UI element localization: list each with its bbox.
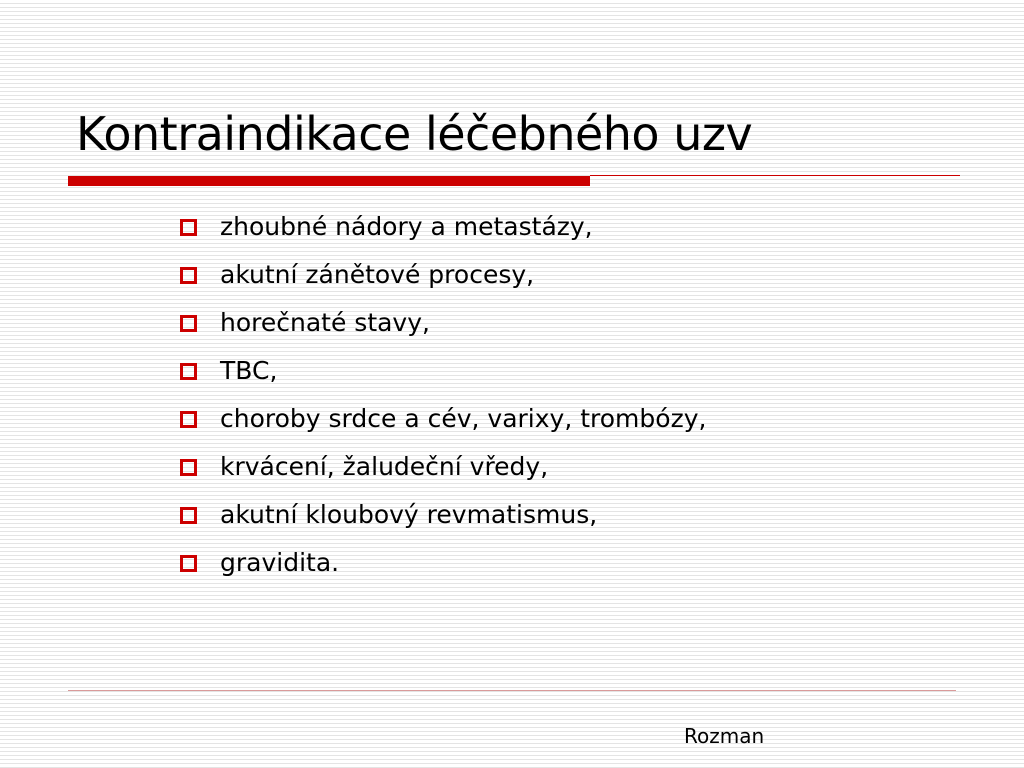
bullet-item [180, 539, 706, 587]
bullet-list [180, 203, 706, 587]
bullet-item [180, 491, 706, 539]
bullet-text: zhoubné nádory a metastázy, [220, 212, 593, 241]
hollow-square-bullet-icon [180, 411, 197, 428]
bullet-item [180, 443, 706, 491]
footer-divider [68, 690, 956, 691]
bullet-item [180, 251, 706, 299]
title-underline-thick [68, 176, 590, 186]
bullet-text: akutní kloubový revmatismus, [220, 500, 598, 529]
slide-title: Kontraindikace léčebného uzv [76, 107, 753, 161]
bullet-text: horečnaté stavy, [220, 308, 430, 337]
hollow-square-bullet-icon [180, 459, 197, 476]
title-underline-thin [590, 175, 960, 176]
hollow-square-bullet-icon [180, 315, 197, 332]
hollow-square-bullet-icon [180, 555, 197, 572]
hollow-square-bullet-icon [180, 219, 197, 236]
bullet-text: choroby srdce a cév, varixy, trombózy, [220, 404, 707, 433]
hollow-square-bullet-icon [180, 267, 197, 284]
bullet-text: akutní zánětové procesy, [220, 260, 535, 289]
bullet-item [180, 395, 706, 443]
footer-author: Rozman [684, 724, 765, 748]
hollow-square-bullet-icon [180, 363, 197, 380]
bullet-item [180, 299, 706, 347]
bullet-text: gravidita. [220, 548, 340, 577]
bullet-item [180, 203, 706, 251]
bullet-text: krvácení, žaludeční vředy, [220, 452, 549, 481]
bullet-text: TBC, [220, 356, 278, 385]
hollow-square-bullet-icon [180, 507, 197, 524]
bullet-item [180, 347, 706, 395]
